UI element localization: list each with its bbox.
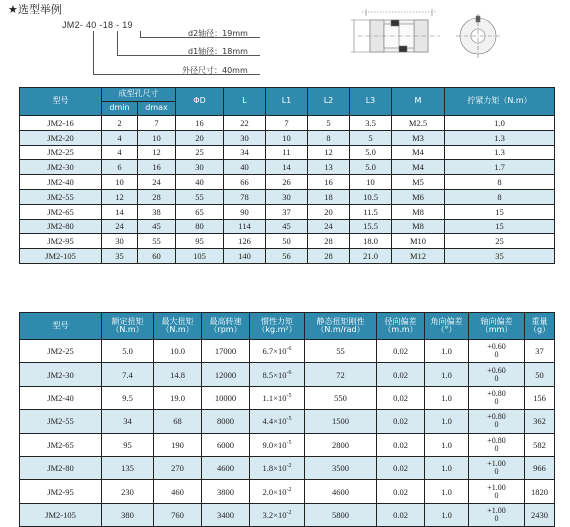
col-weight: 重量 （g）	[525, 313, 555, 340]
coupling-drawing	[350, 8, 530, 60]
cell-l3: 5	[350, 130, 392, 145]
cell-stiffness: 3500	[305, 456, 377, 479]
cell-rated: 230	[102, 480, 154, 503]
cell-angular: 1.0	[425, 386, 469, 409]
cell-phid: 65	[176, 204, 224, 219]
cell-weight: 966	[525, 456, 555, 479]
cell-torque: 35	[445, 249, 555, 264]
cell-model: JM2-105	[20, 249, 102, 264]
table-row	[20, 145, 555, 160]
col-m: M	[392, 88, 445, 116]
cell-l2: 20	[308, 204, 350, 219]
col-l: L	[224, 88, 266, 116]
cell-weight: 50	[525, 363, 555, 386]
d2-label: d2轴径：19mm	[188, 29, 248, 38]
cell-m: M8	[392, 204, 445, 219]
table-row	[20, 204, 555, 219]
cell-radial: 0.02	[377, 363, 425, 386]
table-row	[20, 130, 555, 145]
cell-speed: 6000	[202, 433, 250, 456]
table-row	[20, 386, 555, 409]
col-inertia: 惯性力矩 （kg.m²）	[250, 313, 305, 340]
table-row	[20, 234, 555, 249]
cell-l3: 5.0	[350, 160, 392, 175]
cell-stiffness: 4600	[305, 480, 377, 503]
cell-model: JM2-40	[20, 175, 102, 190]
col-max-speed: 最高转速 （rpm）	[202, 313, 250, 340]
cell-l1: 26	[266, 175, 308, 190]
cell-inertia: $3.2\times 10^{-2}$	[250, 503, 305, 526]
cell-axial: +0.80 0	[469, 386, 525, 409]
cell-max: 14.8	[154, 363, 202, 386]
cell-l3: 15.5	[350, 219, 392, 234]
col-dmax: dmax	[138, 102, 176, 116]
cell-l: 78	[224, 189, 266, 204]
selection-example-title: ★选型举例	[8, 3, 62, 16]
table-row	[20, 480, 555, 503]
cell-torque: 1.3	[445, 145, 555, 160]
cell-max: 19.0	[154, 386, 202, 409]
cell-dmin: 6	[102, 160, 138, 175]
cell-radial: 0.02	[377, 480, 425, 503]
cell-dmin: 14	[102, 204, 138, 219]
cell-l3: 5.0	[350, 145, 392, 160]
cell-speed: 3400	[202, 503, 250, 526]
col-dmin: dmin	[102, 102, 138, 116]
cell-stiffness: 1500	[305, 410, 377, 433]
cell-max: 10.0	[154, 340, 202, 363]
cell-angular: 1.0	[425, 503, 469, 526]
cell-inertia: $2.0\times 10^{-2}$	[250, 480, 305, 503]
cell-axial: +0.60 0	[469, 363, 525, 386]
cell-stiffness: 72	[305, 363, 377, 386]
cell-model: JM2-95	[20, 234, 102, 249]
od-label: 外径尺寸：40mm	[182, 66, 248, 75]
model-code: JM2- 40 -18 - 19	[62, 20, 133, 30]
cell-m: M10	[392, 234, 445, 249]
cell-max: 190	[154, 433, 202, 456]
cell-dmax: 16	[138, 160, 176, 175]
cell-max: 270	[154, 456, 202, 479]
cell-angular: 1.0	[425, 480, 469, 503]
cell-stiffness: 5800	[305, 503, 377, 526]
cell-radial: 0.02	[377, 340, 425, 363]
cell-l2: 12	[308, 145, 350, 160]
cell-m: M4	[392, 145, 445, 160]
cell-m: M5	[392, 175, 445, 190]
cell-radial: 0.02	[377, 433, 425, 456]
cell-phid: 95	[176, 234, 224, 249]
performance-table	[19, 312, 555, 527]
cell-rated: 9.5	[102, 386, 154, 409]
cell-weight: 582	[525, 433, 555, 456]
cell-l1: 37	[266, 204, 308, 219]
cell-l: 114	[224, 219, 266, 234]
cell-torque: 25	[445, 234, 555, 249]
table-row	[20, 433, 555, 456]
cell-l: 30	[224, 130, 266, 145]
col-torque: 拧紧力矩（N.m）	[445, 88, 555, 116]
cell-l: 140	[224, 249, 266, 264]
cell-l1: 11	[266, 145, 308, 160]
cell-stiffness: 550	[305, 386, 377, 409]
cell-l: 40	[224, 160, 266, 175]
cell-model: JM2-65	[20, 204, 102, 219]
cell-dmin: 30	[102, 234, 138, 249]
cell-stiffness: 2800	[305, 433, 377, 456]
cell-inertia: $6.7\times 10^{-6}$	[250, 340, 305, 363]
cell-dmax: 7	[138, 116, 176, 131]
cell-torque: 15	[445, 219, 555, 234]
cell-weight: 1820	[525, 480, 555, 503]
cell-dmin: 10	[102, 175, 138, 190]
col-l1: L1	[266, 88, 308, 116]
col-l2: L2	[308, 88, 350, 116]
cell-phid: 25	[176, 145, 224, 160]
cell-axial: +0.80 0	[469, 433, 525, 456]
cell-m: M6	[392, 189, 445, 204]
cell-l3: 18.0	[350, 234, 392, 249]
cell-l3: 21.0	[350, 249, 392, 264]
cell-dmin: 12	[102, 189, 138, 204]
cell-radial: 0.02	[377, 386, 425, 409]
cell-angular: 1.0	[425, 363, 469, 386]
cell-phid: 55	[176, 189, 224, 204]
cell-inertia: $1.1\times 10^{-5}$	[250, 386, 305, 409]
table-row	[20, 249, 555, 264]
cell-l3: 10	[350, 175, 392, 190]
cell-l1: 14	[266, 160, 308, 175]
cell-dmin: 4	[102, 145, 138, 160]
col-stiffness: 静态扭矩刚性 （N.m/rad）	[305, 313, 377, 340]
cell-model: JM2-20	[20, 130, 102, 145]
cell-rated: 95	[102, 433, 154, 456]
cell-inertia: $9.0\times 10^{-5}$	[250, 433, 305, 456]
cell-angular: 1.0	[425, 340, 469, 363]
cell-axial: +0.80 0	[469, 410, 525, 433]
cell-l3: 11.5	[350, 204, 392, 219]
cell-stiffness: 55	[305, 340, 377, 363]
cell-l2: 28	[308, 234, 350, 249]
cell-model: JM2-40	[20, 386, 102, 409]
cell-angular: 1.0	[425, 410, 469, 433]
cell-phid: 16	[176, 116, 224, 131]
cell-speed: 17000	[202, 340, 250, 363]
cell-m: M12	[392, 249, 445, 264]
col-model: 型号	[20, 88, 102, 116]
cell-radial: 0.02	[377, 503, 425, 526]
cell-m: M3	[392, 130, 445, 145]
cell-l: 90	[224, 204, 266, 219]
dimension-table	[19, 87, 555, 264]
col-model: 型号	[20, 313, 102, 340]
table-row	[20, 340, 555, 363]
cell-weight: 2430	[525, 503, 555, 526]
table-row	[20, 219, 555, 234]
cell-max: 760	[154, 503, 202, 526]
cell-weight: 156	[525, 386, 555, 409]
cell-l: 66	[224, 175, 266, 190]
cell-weight: 362	[525, 410, 555, 433]
cell-speed: 3800	[202, 480, 250, 503]
cell-axial: +1.00 0	[469, 456, 525, 479]
cell-rated: 34	[102, 410, 154, 433]
cell-l2: 18	[308, 189, 350, 204]
table-row	[20, 189, 555, 204]
cell-torque: 1.3	[445, 130, 555, 145]
cell-model: JM2-30	[20, 363, 102, 386]
cell-model: JM2-65	[20, 433, 102, 456]
cell-rated: 5.0	[102, 340, 154, 363]
cell-model: JM2-30	[20, 160, 102, 175]
col-axial: 轴向偏差 （mm）	[469, 313, 525, 340]
cell-l2: 16	[308, 175, 350, 190]
cell-model: JM2-55	[20, 189, 102, 204]
cell-inertia: $1.8\times 10^{-2}$	[250, 456, 305, 479]
cell-l3: 10.5	[350, 189, 392, 204]
cell-model: JM2-80	[20, 219, 102, 234]
cell-l2: 5	[308, 116, 350, 131]
cell-speed: 4600	[202, 456, 250, 479]
cell-dmax: 10	[138, 130, 176, 145]
table-row	[20, 175, 555, 190]
cell-l2: 24	[308, 219, 350, 234]
cell-angular: 1.0	[425, 433, 469, 456]
cell-m: M2.5	[392, 116, 445, 131]
cell-dmin: 2	[102, 116, 138, 131]
table-row	[20, 456, 555, 479]
d1-label: d1轴径：18mm	[188, 47, 248, 56]
cell-rated: 380	[102, 503, 154, 526]
cell-dmin: 24	[102, 219, 138, 234]
cell-speed: 12000	[202, 363, 250, 386]
cell-l2: 28	[308, 249, 350, 264]
cell-rated: 135	[102, 456, 154, 479]
cell-l1: 10	[266, 130, 308, 145]
cell-torque: 1.0	[445, 116, 555, 131]
cell-axial: +1.00 0	[469, 480, 525, 503]
cell-speed: 8000	[202, 410, 250, 433]
cell-max: 68	[154, 410, 202, 433]
cell-angular: 1.0	[425, 456, 469, 479]
cell-dmax: 60	[138, 249, 176, 264]
cell-weight: 37	[525, 340, 555, 363]
table-row	[20, 410, 555, 433]
cell-l: 22	[224, 116, 266, 131]
cell-axial: +0.60 0	[469, 340, 525, 363]
cell-m: M8	[392, 219, 445, 234]
cell-radial: 0.02	[377, 410, 425, 433]
cell-dmax: 24	[138, 175, 176, 190]
leader-d1-vertical	[117, 31, 118, 55]
cell-l1: 45	[266, 219, 308, 234]
cell-phid: 20	[176, 130, 224, 145]
cell-phid: 80	[176, 219, 224, 234]
col-l3: L3	[350, 88, 392, 116]
cell-dmax: 45	[138, 219, 176, 234]
cell-max: 460	[154, 480, 202, 503]
cell-l2: 13	[308, 160, 350, 175]
cell-m: M4	[392, 160, 445, 175]
cell-phid: 105	[176, 249, 224, 264]
cell-l1: 50	[266, 234, 308, 249]
cell-model: JM2-25	[20, 145, 102, 160]
cell-l3: 3.5	[350, 116, 392, 131]
cell-torque: 8	[445, 175, 555, 190]
cell-speed: 10000	[202, 386, 250, 409]
cell-model: JM2-105	[20, 503, 102, 526]
table-row	[20, 363, 555, 386]
col-angular: 角向偏差 （°）	[425, 313, 469, 340]
cell-phid: 40	[176, 175, 224, 190]
cell-rated: 7.4	[102, 363, 154, 386]
col-radial: 径向偏差 （m.m）	[377, 313, 425, 340]
cell-l2: 8	[308, 130, 350, 145]
cell-torque: 1.7	[445, 160, 555, 175]
cell-torque: 8	[445, 189, 555, 204]
cell-radial: 0.02	[377, 456, 425, 479]
cell-axial: +1.00 0	[469, 503, 525, 526]
cell-torque: 15	[445, 204, 555, 219]
cell-model: JM2-80	[20, 456, 102, 479]
cell-l1: 56	[266, 249, 308, 264]
cell-inertia: $8.5\times 10^{-6}$	[250, 363, 305, 386]
leader-od-vertical	[93, 31, 94, 74]
table-row	[20, 116, 555, 131]
cell-model: JM2-95	[20, 480, 102, 503]
cell-l1: 30	[266, 189, 308, 204]
cell-dmax: 28	[138, 189, 176, 204]
table-row	[20, 160, 555, 175]
cell-model: JM2-55	[20, 410, 102, 433]
cell-l1: 7	[266, 116, 308, 131]
cell-phid: 30	[176, 160, 224, 175]
table-row	[20, 503, 555, 526]
col-bore-group: 成型孔尺寸	[102, 88, 176, 102]
cell-l: 126	[224, 234, 266, 249]
col-phid: ΦD	[176, 88, 224, 116]
cell-inertia: $4.4\times 10^{-5}$	[250, 410, 305, 433]
cell-dmax: 12	[138, 145, 176, 160]
cell-l: 34	[224, 145, 266, 160]
cell-model: JM2-25	[20, 340, 102, 363]
col-rated-torque: 额定扭矩 （N.m）	[102, 313, 154, 340]
col-max-torque: 最大扭矩 （N.m）	[154, 313, 202, 340]
cell-model: JM2-16	[20, 116, 102, 131]
cell-dmin: 35	[102, 249, 138, 264]
cell-dmax: 55	[138, 234, 176, 249]
cell-dmin: 4	[102, 130, 138, 145]
cell-dmax: 38	[138, 204, 176, 219]
